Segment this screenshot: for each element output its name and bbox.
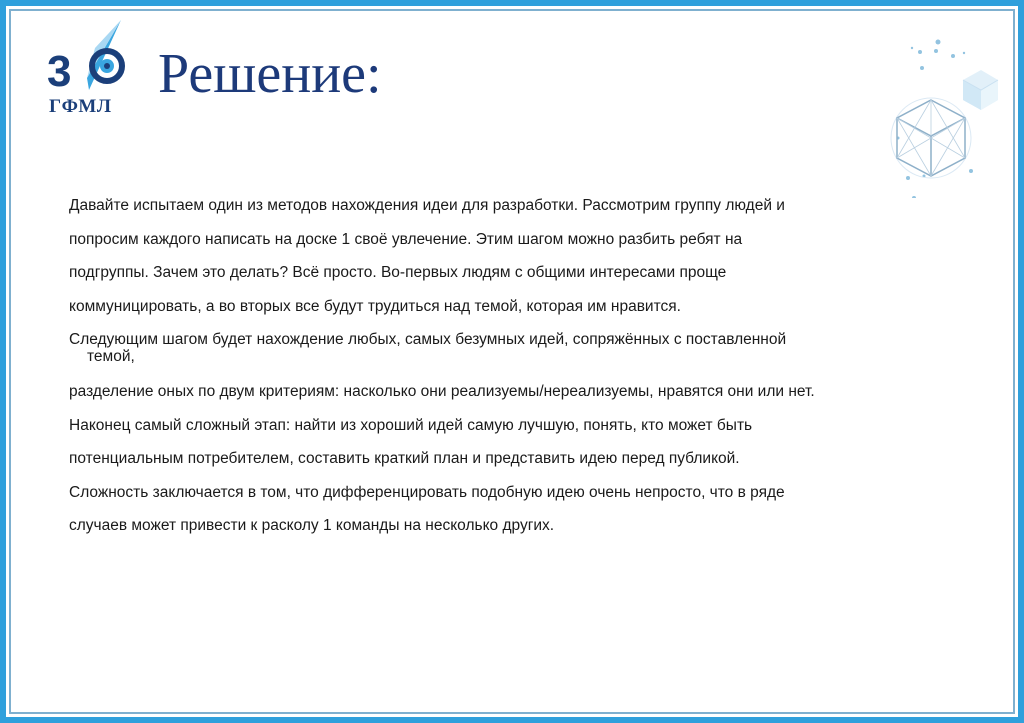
body-line: потенциальным потребителем, составить краткий план и представить идею перед публикой. [69, 450, 740, 467]
body-line: подгруппы. Зачем это делать? Всё просто. Во-первых людям с общими интересами проще [69, 264, 727, 281]
school-logo-text: ГФМЛ [49, 96, 112, 117]
body-line: попросим каждого написать на доске 1 своё увлечение. Этим шагом можно разбить ребят на [69, 230, 743, 248]
decorative-cube-icon [868, 18, 1008, 198]
slide-title: Решение: [158, 43, 382, 105]
body-line: Давайте испытаем один из методов нахождения идеи для разработки. Рассмотрим группу людей и [69, 197, 785, 214]
body-line: Следующим шагом будет нахождение любых, самых безумных идей, сопряжённых с поставленной [69, 331, 787, 348]
slide-body [69, 196, 949, 550]
body-line: Наконец самый сложный этап: найти из хороший идей самую лучшую, понять, кто может быть [69, 416, 753, 434]
body-line: коммуницировать, а во вторых все будут трудиться над темой, которая им нравится. [69, 297, 681, 315]
body-line: Сложность заключается в том, что дифференцировать подобную идею очень непросто, что в ряде [69, 483, 785, 501]
body-line: разделение оных по двум критериям: насколько они реализуемы/нереализуемы, нравятся они или нет. [69, 383, 815, 400]
body-line-continuation: темой, [87, 348, 135, 365]
svg-text:3: 3 [47, 47, 72, 96]
body-line: случаев может привести к расколу 1 команды на несколько других. [69, 517, 555, 534]
